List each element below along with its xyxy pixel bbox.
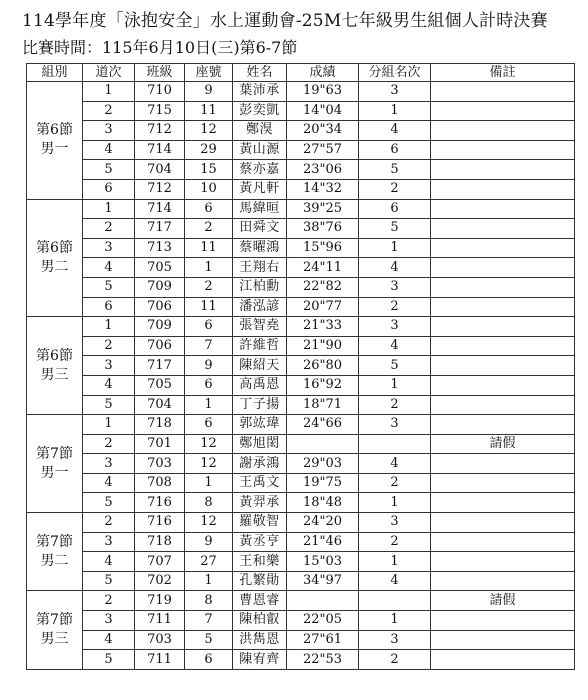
seat-cell: 27 xyxy=(185,552,233,572)
header-group: 組別 xyxy=(27,64,83,82)
table-row xyxy=(27,219,575,239)
name-cell: 田舜文 xyxy=(233,219,287,239)
table-row xyxy=(27,513,575,533)
rank-cell: 4 xyxy=(359,258,431,278)
note-cell xyxy=(431,277,575,297)
note-cell xyxy=(431,317,575,337)
note-cell xyxy=(431,219,575,239)
table-row xyxy=(27,415,575,435)
group-heat: 男三 xyxy=(40,366,69,383)
class-cell: 707 xyxy=(135,552,185,572)
time-cell: 26"80 xyxy=(287,356,359,376)
class-cell: 709 xyxy=(135,317,185,337)
class-cell: 713 xyxy=(135,238,185,258)
class-cell: 711 xyxy=(135,650,185,670)
time-cell: 24"20 xyxy=(287,513,359,533)
rank-cell: 1 xyxy=(359,493,431,513)
seat-cell: 6 xyxy=(185,375,233,395)
class-cell: 710 xyxy=(135,82,185,102)
name-cell: 謝承鴻 xyxy=(233,454,287,474)
group-label xyxy=(27,415,83,513)
class-cell: 702 xyxy=(135,571,185,591)
lane-cell: 4 xyxy=(83,258,135,278)
note-cell xyxy=(431,82,575,102)
note-cell xyxy=(431,356,575,376)
seat-cell: 2 xyxy=(185,219,233,239)
lane-cell: 6 xyxy=(83,179,135,199)
rank-cell: 3 xyxy=(359,415,431,435)
seat-cell: 29 xyxy=(185,140,233,160)
time-cell: 27"57 xyxy=(287,140,359,160)
table-row xyxy=(27,454,575,474)
name-cell: 陳柏叡 xyxy=(233,611,287,631)
name-cell: 王和樂 xyxy=(233,552,287,572)
table-row xyxy=(27,238,575,258)
table-row xyxy=(27,258,575,278)
group-period: 第7節 xyxy=(36,533,73,550)
note-cell xyxy=(431,415,575,435)
class-cell: 711 xyxy=(135,611,185,631)
note-cell xyxy=(431,238,575,258)
table-row xyxy=(27,630,575,650)
lane-cell: 1 xyxy=(83,415,135,435)
class-cell: 718 xyxy=(135,532,185,552)
time-cell: 16"92 xyxy=(287,375,359,395)
table-row xyxy=(27,199,575,219)
seat-cell: 12 xyxy=(185,454,233,474)
schedule-line: 比賽時間：115年6月10日(三)第6-7節 xyxy=(22,38,298,57)
time-cell: 15"03 xyxy=(287,552,359,572)
seat-cell: 1 xyxy=(185,395,233,415)
results-table xyxy=(26,63,575,670)
time-cell: 34"97 xyxy=(287,571,359,591)
note-cell xyxy=(431,454,575,474)
lane-cell: 3 xyxy=(83,454,135,474)
class-cell: 717 xyxy=(135,219,185,239)
rank-cell: 2 xyxy=(359,650,431,670)
header-name: 姓名 xyxy=(233,64,287,82)
lane-cell: 4 xyxy=(83,473,135,493)
lane-cell: 4 xyxy=(83,375,135,395)
table-row xyxy=(27,317,575,337)
table-row xyxy=(27,336,575,356)
seat-cell: 6 xyxy=(185,317,233,337)
table-row xyxy=(27,473,575,493)
rank-cell: 2 xyxy=(359,532,431,552)
time-cell: 22"53 xyxy=(287,650,359,670)
lane-cell: 3 xyxy=(83,238,135,258)
seat-cell: 15 xyxy=(185,160,233,180)
rank-cell xyxy=(359,591,431,611)
table-row xyxy=(27,160,575,180)
class-cell: 712 xyxy=(135,179,185,199)
note-cell: 請假 xyxy=(431,591,575,611)
seat-cell: 9 xyxy=(185,356,233,376)
rank-cell: 5 xyxy=(359,160,431,180)
rank-cell: 1 xyxy=(359,101,431,121)
rank-cell: 3 xyxy=(359,317,431,337)
rank-cell: 1 xyxy=(359,238,431,258)
rank-cell xyxy=(359,434,431,454)
rank-cell: 2 xyxy=(359,395,431,415)
name-cell: 郭竑瑋 xyxy=(233,415,287,435)
name-cell: 鄭湨 xyxy=(233,121,287,141)
group-period: 第7節 xyxy=(36,612,73,629)
table-row xyxy=(27,179,575,199)
time-cell: 18"71 xyxy=(287,395,359,415)
time-cell xyxy=(287,591,359,611)
time-cell: 27"61 xyxy=(287,630,359,650)
seat-cell: 7 xyxy=(185,611,233,631)
table-row xyxy=(27,101,575,121)
lane-cell: 2 xyxy=(83,219,135,239)
name-cell: 蔡亦嘉 xyxy=(233,160,287,180)
name-cell: 潘泓諺 xyxy=(233,297,287,317)
time-cell: 21"46 xyxy=(287,532,359,552)
rank-cell: 4 xyxy=(359,336,431,356)
lane-cell: 3 xyxy=(83,532,135,552)
seat-cell: 11 xyxy=(185,297,233,317)
rank-cell: 3 xyxy=(359,630,431,650)
name-cell: 丁子揚 xyxy=(233,395,287,415)
table-row xyxy=(27,532,575,552)
table-row xyxy=(27,571,575,591)
note-cell xyxy=(431,650,575,670)
lane-cell: 4 xyxy=(83,630,135,650)
group-period: 第6節 xyxy=(36,122,73,139)
group-period: 第6節 xyxy=(36,347,73,364)
seat-cell: 5 xyxy=(185,630,233,650)
rank-cell: 4 xyxy=(359,121,431,141)
note-cell xyxy=(431,297,575,317)
lane-cell: 3 xyxy=(83,356,135,376)
table-row xyxy=(27,82,575,102)
header-note: 備註 xyxy=(431,64,575,82)
note-cell xyxy=(431,375,575,395)
time-cell: 23"06 xyxy=(287,160,359,180)
time-cell: 24"11 xyxy=(287,258,359,278)
group-heat: 男三 xyxy=(40,631,69,648)
note-cell xyxy=(431,630,575,650)
note-cell xyxy=(431,395,575,415)
table-row xyxy=(27,140,575,160)
lane-cell: 5 xyxy=(83,160,135,180)
rank-cell: 5 xyxy=(359,219,431,239)
class-cell: 708 xyxy=(135,473,185,493)
lane-cell: 3 xyxy=(83,611,135,631)
group-period: 第7節 xyxy=(36,445,73,462)
note-cell: 請假 xyxy=(431,434,575,454)
note-cell xyxy=(431,336,575,356)
class-cell: 706 xyxy=(135,336,185,356)
group-heat: 男二 xyxy=(40,258,69,275)
time-cell xyxy=(287,434,359,454)
time-cell: 22"82 xyxy=(287,277,359,297)
rank-cell: 6 xyxy=(359,199,431,219)
note-cell xyxy=(431,571,575,591)
time-cell: 22"05 xyxy=(287,611,359,631)
lane-cell: 2 xyxy=(83,513,135,533)
lane-cell: 1 xyxy=(83,199,135,219)
seat-cell: 9 xyxy=(185,532,233,552)
time-cell: 19"75 xyxy=(287,473,359,493)
lane-cell: 4 xyxy=(83,552,135,572)
name-cell: 陳宥齊 xyxy=(233,650,287,670)
lane-cell: 5 xyxy=(83,395,135,415)
note-cell xyxy=(431,473,575,493)
name-cell: 高禹恩 xyxy=(233,375,287,395)
name-cell: 蔡曜鴻 xyxy=(233,238,287,258)
seat-cell: 11 xyxy=(185,238,233,258)
lane-cell: 5 xyxy=(83,650,135,670)
seat-cell: 1 xyxy=(185,571,233,591)
time-cell: 14"32 xyxy=(287,179,359,199)
note-cell xyxy=(431,611,575,631)
class-cell: 704 xyxy=(135,160,185,180)
lane-cell: 5 xyxy=(83,493,135,513)
seat-cell: 1 xyxy=(185,258,233,278)
note-cell xyxy=(431,513,575,533)
lane-cell: 2 xyxy=(83,336,135,356)
seat-cell: 9 xyxy=(185,82,233,102)
note-cell xyxy=(431,160,575,180)
time-cell: 15"96 xyxy=(287,238,359,258)
lane-cell: 4 xyxy=(83,140,135,160)
name-cell: 王翔右 xyxy=(233,258,287,278)
time-cell: 14"04 xyxy=(287,101,359,121)
seat-cell: 12 xyxy=(185,121,233,141)
group-heat: 男一 xyxy=(40,141,69,158)
time-cell: 29"03 xyxy=(287,454,359,474)
table-row xyxy=(27,375,575,395)
name-cell: 黃凡軒 xyxy=(233,179,287,199)
lane-cell: 3 xyxy=(83,121,135,141)
group-label xyxy=(27,513,83,591)
rank-cell: 1 xyxy=(359,611,431,631)
seat-cell: 7 xyxy=(185,336,233,356)
class-cell: 706 xyxy=(135,297,185,317)
rank-cell: 2 xyxy=(359,297,431,317)
note-cell xyxy=(431,258,575,278)
group-label xyxy=(27,199,83,317)
time-cell: 38"76 xyxy=(287,219,359,239)
lane-cell: 1 xyxy=(83,317,135,337)
rank-cell: 4 xyxy=(359,571,431,591)
seat-cell: 2 xyxy=(185,277,233,297)
name-cell: 陳紹天 xyxy=(233,356,287,376)
rank-cell: 2 xyxy=(359,179,431,199)
class-cell: 714 xyxy=(135,140,185,160)
lane-cell: 1 xyxy=(83,82,135,102)
name-cell: 馬緯晅 xyxy=(233,199,287,219)
rank-cell: 4 xyxy=(359,454,431,474)
seat-cell: 8 xyxy=(185,493,233,513)
group-period: 第6節 xyxy=(36,239,73,256)
note-cell xyxy=(431,199,575,219)
seat-cell: 6 xyxy=(185,650,233,670)
class-cell: 705 xyxy=(135,375,185,395)
group-label xyxy=(27,591,83,669)
header-time: 成績 xyxy=(287,64,359,82)
table-row xyxy=(27,395,575,415)
table-row xyxy=(27,611,575,631)
table-row xyxy=(27,552,575,572)
header-lane: 道次 xyxy=(83,64,135,82)
table-row xyxy=(27,121,575,141)
class-cell: 716 xyxy=(135,493,185,513)
lane-cell: 6 xyxy=(83,297,135,317)
note-cell xyxy=(431,532,575,552)
time-cell: 18"48 xyxy=(287,493,359,513)
note-cell xyxy=(431,179,575,199)
seat-cell: 6 xyxy=(185,415,233,435)
table-row xyxy=(27,591,575,611)
seat-cell: 11 xyxy=(185,101,233,121)
note-cell xyxy=(431,140,575,160)
name-cell: 彭奕凱 xyxy=(233,101,287,121)
name-cell: 黃山源 xyxy=(233,140,287,160)
seat-cell: 12 xyxy=(185,434,233,454)
seat-cell: 10 xyxy=(185,179,233,199)
class-cell: 704 xyxy=(135,395,185,415)
name-cell: 葉沛承 xyxy=(233,82,287,102)
name-cell: 黃羿承 xyxy=(233,493,287,513)
class-cell: 716 xyxy=(135,513,185,533)
name-cell: 許維哲 xyxy=(233,336,287,356)
class-cell: 715 xyxy=(135,101,185,121)
class-cell: 703 xyxy=(135,454,185,474)
time-cell: 21"33 xyxy=(287,317,359,337)
class-cell: 714 xyxy=(135,199,185,219)
group-label xyxy=(27,82,83,200)
name-cell: 王禹文 xyxy=(233,473,287,493)
rank-cell: 2 xyxy=(359,473,431,493)
rank-cell: 3 xyxy=(359,277,431,297)
rank-cell: 1 xyxy=(359,375,431,395)
seat-cell: 6 xyxy=(185,199,233,219)
lane-cell: 5 xyxy=(83,571,135,591)
name-cell: 洪雋恩 xyxy=(233,630,287,650)
lane-cell: 5 xyxy=(83,277,135,297)
time-cell: 20"77 xyxy=(287,297,359,317)
note-cell xyxy=(431,552,575,572)
class-cell: 718 xyxy=(135,415,185,435)
table-row xyxy=(27,434,575,454)
class-cell: 709 xyxy=(135,277,185,297)
time-cell: 20"34 xyxy=(287,121,359,141)
name-cell: 黃丞亨 xyxy=(233,532,287,552)
seat-cell: 12 xyxy=(185,513,233,533)
class-cell: 717 xyxy=(135,356,185,376)
table-row xyxy=(27,650,575,670)
results-body xyxy=(27,82,575,670)
table-row xyxy=(27,356,575,376)
class-cell: 703 xyxy=(135,630,185,650)
seat-cell: 8 xyxy=(185,591,233,611)
group-label xyxy=(27,317,83,415)
seat-cell: 1 xyxy=(185,473,233,493)
name-cell: 曹恩睿 xyxy=(233,591,287,611)
name-cell: 江柏勳 xyxy=(233,277,287,297)
rank-cell: 3 xyxy=(359,513,431,533)
class-cell: 705 xyxy=(135,258,185,278)
header-row xyxy=(27,64,575,82)
class-cell: 701 xyxy=(135,434,185,454)
lane-cell: 2 xyxy=(83,434,135,454)
class-cell: 719 xyxy=(135,591,185,611)
header-rank: 分組名次 xyxy=(359,64,431,82)
rank-cell: 6 xyxy=(359,140,431,160)
table-row xyxy=(27,493,575,513)
time-cell: 21"90 xyxy=(287,336,359,356)
note-cell xyxy=(431,101,575,121)
name-cell: 鄭旭閎 xyxy=(233,434,287,454)
note-cell xyxy=(431,493,575,513)
class-cell: 712 xyxy=(135,121,185,141)
header-class: 班級 xyxy=(135,64,185,82)
note-cell xyxy=(431,121,575,141)
rank-cell: 3 xyxy=(359,82,431,102)
page-title: 114學年度「泳抱安全」水上運動會-25M七年級男生組個人計時決賽 xyxy=(22,11,548,31)
header-seat: 座號 xyxy=(185,64,233,82)
time-cell: 39"25 xyxy=(287,199,359,219)
rank-cell: 1 xyxy=(359,552,431,572)
table-row xyxy=(27,277,575,297)
table-row xyxy=(27,297,575,317)
time-cell: 19"63 xyxy=(287,82,359,102)
lane-cell: 2 xyxy=(83,591,135,611)
name-cell: 孔繁勛 xyxy=(233,571,287,591)
group-heat: 男一 xyxy=(40,464,69,481)
lane-cell: 2 xyxy=(83,101,135,121)
time-cell: 24"66 xyxy=(287,415,359,435)
rank-cell: 5 xyxy=(359,356,431,376)
name-cell: 張智堯 xyxy=(233,317,287,337)
group-heat: 男二 xyxy=(40,552,69,569)
name-cell: 羅敬智 xyxy=(233,513,287,533)
